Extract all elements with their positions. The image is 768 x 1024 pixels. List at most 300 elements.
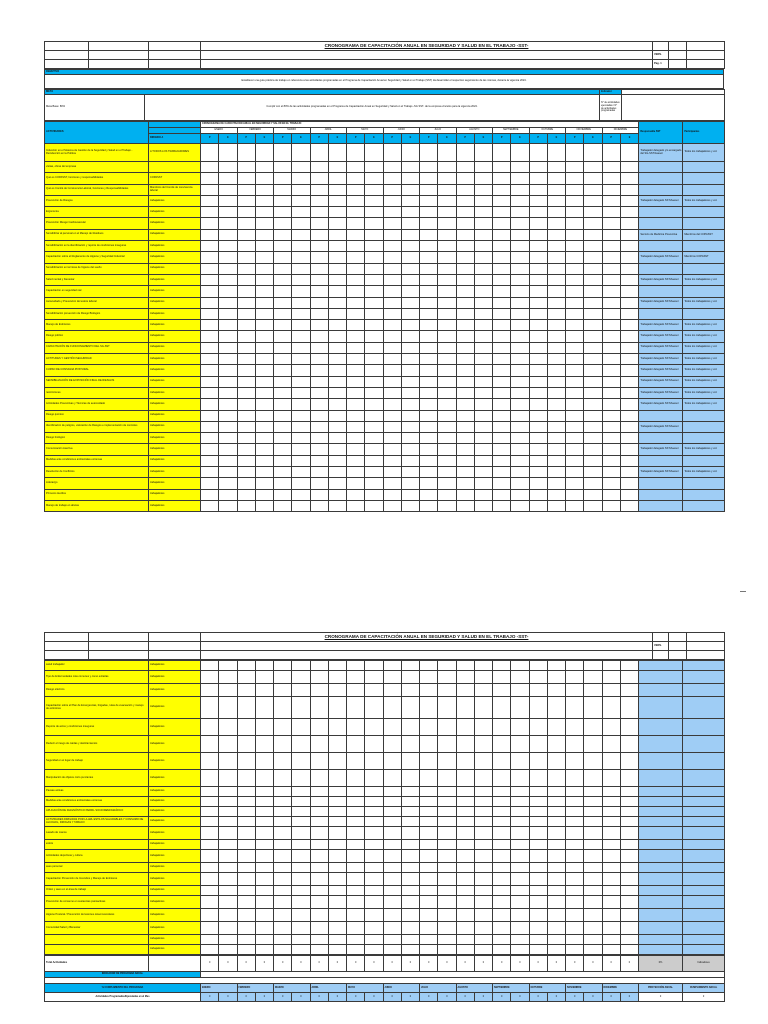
schedule-cell [255,365,273,376]
activity-cell: Lavado de manos [45,827,149,840]
activity-cell: Actividades Preventivas y Técnicas de autocuidado [45,399,149,410]
schedule-cell [474,387,492,398]
schedule-cell [511,886,529,896]
schedule-cell [310,661,328,671]
schedule-cell [347,207,365,218]
participants-cell [683,863,725,873]
schedule-cell [529,144,547,162]
schedule-cell [347,252,365,263]
schedule-cell [438,252,456,263]
schedule-cell [529,207,547,218]
schedule-cell [347,421,365,432]
schedule-cell [529,274,547,285]
schedule-cell [493,909,511,922]
schedule-cell [310,753,328,770]
participants-cell [683,173,725,184]
schedule-cell [328,308,346,319]
schedule-page-2 [44,632,724,1002]
pe-header-cell: P [237,134,255,144]
schedule-cell [474,207,492,218]
participants-cell [683,697,725,719]
schedule-cell [365,787,383,797]
schedule-cell [547,719,565,736]
schedule-cell [274,184,292,195]
participants-cell [683,286,725,297]
summary-month-octubre: OCTUBRE [529,984,566,993]
pe-header-cell: E [474,134,492,144]
schedule-cell [456,433,474,444]
activity-cell [45,945,149,955]
goal-table [44,89,725,121]
schedule-cell [328,410,346,421]
audience-cell: trabajadores [149,719,201,736]
schedule-cell [584,207,602,218]
schedule-cell [383,671,401,684]
schedule-cell [620,195,639,206]
objective-text: Establecer una guía práctica de trabajo en referencia a las actividades programadas en el Programa de Capacitación Anual en Seguridad y Salud en el Trabajo (SST) da desarrollar el respectivo seguimiento de las mismas, durante la vigencia 2024. [45,75,724,89]
schedule-cell [493,736,511,753]
activity-cell: ACTIVIDADES DIRIGIDAS POR LA ARL ESTILOS SALUDABLES Y CONSUMO DE ALCOHOL, DROGAS Y TABACO [45,817,149,827]
schedule-cell [292,286,310,297]
schedule-cell [237,863,255,873]
schedule-cell [547,807,565,817]
schedule-cell [292,376,310,387]
schedule-cell [474,807,492,817]
schedule-cell [420,807,438,817]
schedule-cell [529,817,547,827]
pe-header-cell: E [511,134,529,144]
activity-cell: Riesgo público [45,331,149,342]
schedule-cell [493,827,511,840]
schedule-cell [602,207,620,218]
schedule-cell [620,697,638,719]
schedule-cell [292,671,310,684]
schedule-cell [328,342,346,353]
schedule-cell [310,286,328,297]
schedule-cell [474,753,492,770]
schedule-cell [365,263,383,274]
schedule-cell [566,144,584,162]
activity-cell: estrés [45,840,149,850]
schedule-cell [566,661,584,671]
table-row [45,922,725,935]
activity-cell: Capacitación sobre el Reglamento de Higiene y Seguridad Industrial [45,252,149,263]
participants-cell [683,308,725,319]
schedule-cell [255,218,273,229]
schedule-cell [328,252,346,263]
schedule-cell [547,467,565,478]
schedule-cell [255,144,273,162]
schedule-cell [274,218,292,229]
schedule-cell [420,399,438,410]
schedule-cell [201,896,219,909]
schedule-cell [310,308,328,319]
schedule-cell [255,433,273,444]
schedule-cell [420,719,438,736]
schedule-cell [474,365,492,376]
schedule-cell [365,144,383,162]
schedule-cell [566,909,584,922]
schedule-cell [456,478,474,489]
schedule-cell [420,886,438,896]
schedule-cell [493,184,511,195]
participants-cell [683,935,725,945]
activity-grid-page-2 [44,660,725,955]
schedule-cell [602,433,620,444]
schedule-cell [237,308,255,319]
schedule-cell [401,433,419,444]
schedule-cell [547,896,565,909]
schedule-cell [493,684,511,697]
schedule-cell [547,286,565,297]
schedule-cell [292,736,310,753]
schedule-cell [438,478,456,489]
schedule-cell [365,697,383,719]
participants-cell: Todos los trabajadores y vol. [683,365,725,376]
schedule-cell [401,173,419,184]
table-row [45,661,725,671]
schedule-cell [292,873,310,886]
schedule-cell [292,218,310,229]
schedule-cell [474,671,492,684]
schedule-cell [420,365,438,376]
schedule-cell [566,184,584,195]
schedule-cell [383,753,401,770]
schedule-cell [292,896,310,909]
schedule-cell [292,354,310,365]
schedule-cell [310,144,328,162]
schedule-cell [456,320,474,331]
schedule-cell [474,410,492,421]
activity-cell: CAPACITACIÓN DE FUNCIONAMIENTO DEL SG-SST [45,342,149,353]
schedule-cell [365,286,383,297]
activity-cell: Prevención de consumo en sustancias psicoactivas [45,896,149,909]
total-value: 0 [584,956,602,972]
schedule-cell [584,444,602,455]
schedule-cell [493,354,511,365]
responsible-cell [639,697,683,719]
schedule-cell [292,365,310,376]
audience-cell: trabajadores [149,850,201,863]
schedule-cell [474,399,492,410]
schedule-cell [365,387,383,398]
schedule-cell [347,274,365,285]
schedule-cell [328,229,346,240]
schedule-cell [310,770,328,787]
table-row [45,478,725,489]
schedule-cell [310,787,328,797]
schedule-cell [201,807,219,817]
schedule-cell [328,850,346,863]
responsible-cell [639,736,683,753]
schedule-cell [201,500,219,511]
schedule-cell [438,320,456,331]
schedule-cell [201,684,219,697]
activity-cell: Orden y aseo en el área de trabajo [45,886,149,896]
schedule-cell [274,354,292,365]
schedule-cell [438,797,456,807]
schedule-cell [493,195,511,206]
schedule-cell [529,331,547,342]
schedule-cell [620,500,639,511]
schedule-cell [566,797,584,807]
schedule-cell [255,797,273,807]
activity-cell [45,935,149,945]
schedule-cell [201,719,219,736]
schedule-cell [602,467,620,478]
table-row [45,252,725,263]
schedule-cell [292,886,310,896]
participants-cell: Todos los trabajadores y vol. [683,467,725,478]
audience-cell: Miembros del Comité de convivencia laboral [149,184,201,195]
schedule-cell [529,500,547,511]
audience-cell: trabajadores [149,863,201,873]
schedule-cell [602,827,620,840]
summary-month-julio: JULIO [420,984,457,993]
schedule-cell [401,863,419,873]
page-separator [740,591,746,592]
schedule-cell [529,229,547,240]
participants-cell [683,661,725,671]
schedule-cell [383,770,401,787]
schedule-cell [328,807,346,817]
responsible-cell: Trabajador delegado SST/Asesor [639,320,683,331]
schedule-cell [237,500,255,511]
schedule-cell [547,320,565,331]
schedule-cell [511,399,529,410]
table-row [45,945,725,955]
schedule-cell [383,945,401,955]
schedule-cell [620,945,638,955]
schedule-cell [602,850,620,863]
schedule-cell [547,850,565,863]
schedule-cell [566,297,584,308]
table-row [45,207,725,218]
schedule-cell [292,909,310,922]
participants-cell [683,489,725,500]
schedule-cell [511,850,529,863]
schedule-cell [474,863,492,873]
schedule-cell [274,297,292,308]
schedule-cell [401,387,419,398]
schedule-cell [383,817,401,827]
schedule-cell [310,478,328,489]
schedule-cell [584,162,602,173]
schedule-cell [237,207,255,218]
schedule-cell [292,263,310,274]
schedule-cell [547,922,565,935]
schedule-cell [401,770,419,787]
month-header-enero: ENERO [201,128,238,134]
pe-header-cell: E [292,134,310,144]
schedule-cell [328,173,346,184]
schedule-cell [547,661,565,671]
schedule-cell [547,886,565,896]
schedule-cell [201,770,219,787]
schedule-cell [602,308,620,319]
schedule-cell [274,922,292,935]
schedule-cell [292,945,310,955]
annual-compliance-value: 0 [683,993,725,1002]
schedule-cell [474,909,492,922]
schedule-cell [529,365,547,376]
schedule-cell [584,770,602,787]
schedule-cell [255,753,273,770]
schedule-cell [310,922,328,935]
schedule-cell [474,195,492,206]
schedule-cell [547,455,565,466]
schedule-cell [292,229,310,240]
schedule-cell [274,684,292,697]
schedule-cell [237,787,255,797]
schedule-cell [547,274,565,285]
schedule-cell [602,945,620,955]
total-value: 0 [383,956,401,972]
schedule-cell [219,840,237,850]
responsible-cell: Trabajador delegado SST/Asesor [639,354,683,365]
responsible-cell: Trabajador delegado SST/Asesor [639,195,683,206]
schedule-cell [219,945,237,955]
schedule-cell [310,387,328,398]
schedule-cell [237,376,255,387]
participants-cell: Todos los trabajadores y vol. [683,144,725,162]
schedule-cell [584,489,602,500]
table-row [45,342,725,353]
schedule-cell [255,909,273,922]
schedule-cell [201,467,219,478]
schedule-cell [511,671,529,684]
schedule-cell [493,770,511,787]
schedule-cell [383,896,401,909]
schedule-cell [584,410,602,421]
schedule-cell [529,489,547,500]
schedule-cell [438,410,456,421]
schedule-cell [274,817,292,827]
schedule-cell [219,807,237,817]
schedule-cell [328,935,346,945]
table-row [45,770,725,787]
schedule-cell [529,455,547,466]
schedule-cell [292,467,310,478]
audience-cell [149,162,201,173]
schedule-cell [529,736,547,753]
schedule-cell [493,489,511,500]
indicator-label: Indicador [600,90,622,95]
responsible-cell: Servicio de Medicina Preventiva [639,229,683,240]
schedule-cell [566,207,584,218]
schedule-cell [219,697,237,719]
schedule-cell [237,478,255,489]
header-table [44,41,725,69]
schedule-cell [566,863,584,873]
table-row [45,421,725,432]
activity-grid-page-1 [44,121,725,512]
schedule-cell [274,719,292,736]
schedule-cell [292,489,310,500]
schedule-cell [547,444,565,455]
schedule-cell [401,850,419,863]
schedule-cell [274,909,292,922]
schedule-cell [365,229,383,240]
summary-month-junio: JUNIO [383,984,420,993]
total-value: 0 [420,956,438,972]
schedule-cell [255,184,273,195]
schedule-cell [219,229,237,240]
schedule-cell [529,909,547,922]
schedule-cell [602,886,620,896]
schedule-cell [365,863,383,873]
schedule-cell [255,444,273,455]
schedule-cell [438,274,456,285]
schedule-cell [584,697,602,719]
schedule-cell [620,218,639,229]
schedule-cell [310,263,328,274]
schedule-cell [383,354,401,365]
schedule-cell [602,489,620,500]
schedule-cell [511,207,529,218]
schedule-cell [566,365,584,376]
schedule-cell [328,500,346,511]
schedule-cell [383,489,401,500]
schedule-cell [401,331,419,342]
schedule-cell [529,661,547,671]
schedule-cell [383,935,401,945]
schedule-cell [310,195,328,206]
schedule-cell [292,840,310,850]
table-row [45,354,725,365]
schedule-cell [547,840,565,850]
schedule-cell [456,797,474,807]
responsible-cell [639,173,683,184]
schedule-cell [219,787,237,797]
schedule-cell [511,252,529,263]
table-row [45,500,725,511]
schedule-cell [237,827,255,840]
schedule-cell [456,684,474,697]
schedule-cell [474,684,492,697]
schedule-cell [328,840,346,850]
schedule-cell [401,886,419,896]
schedule-cell [219,162,237,173]
schedule-cell [493,671,511,684]
schedule-cell [529,787,547,797]
schedule-cell [365,252,383,263]
schedule-cell [401,787,419,797]
schedule-cell [219,896,237,909]
schedule-cell [219,308,237,319]
schedule-cell [602,444,620,455]
schedule-cell [201,195,219,206]
schedule-cell [620,241,639,252]
schedule-cell [237,684,255,697]
schedule-cell [347,909,365,922]
schedule-cell [365,331,383,342]
schedule-cell [237,661,255,671]
schedule-cell [456,671,474,684]
schedule-cell [420,433,438,444]
total-value: 0 [328,956,346,972]
schedule-cell [566,376,584,387]
schedule-cell [511,827,529,840]
schedule-cell [310,207,328,218]
schedule-cell [620,455,639,466]
schedule-cell [529,753,547,770]
schedule-cell [401,274,419,285]
schedule-cell [547,827,565,840]
schedule-cell [620,376,639,387]
schedule-cell [474,455,492,466]
responsible-cell [639,850,683,863]
